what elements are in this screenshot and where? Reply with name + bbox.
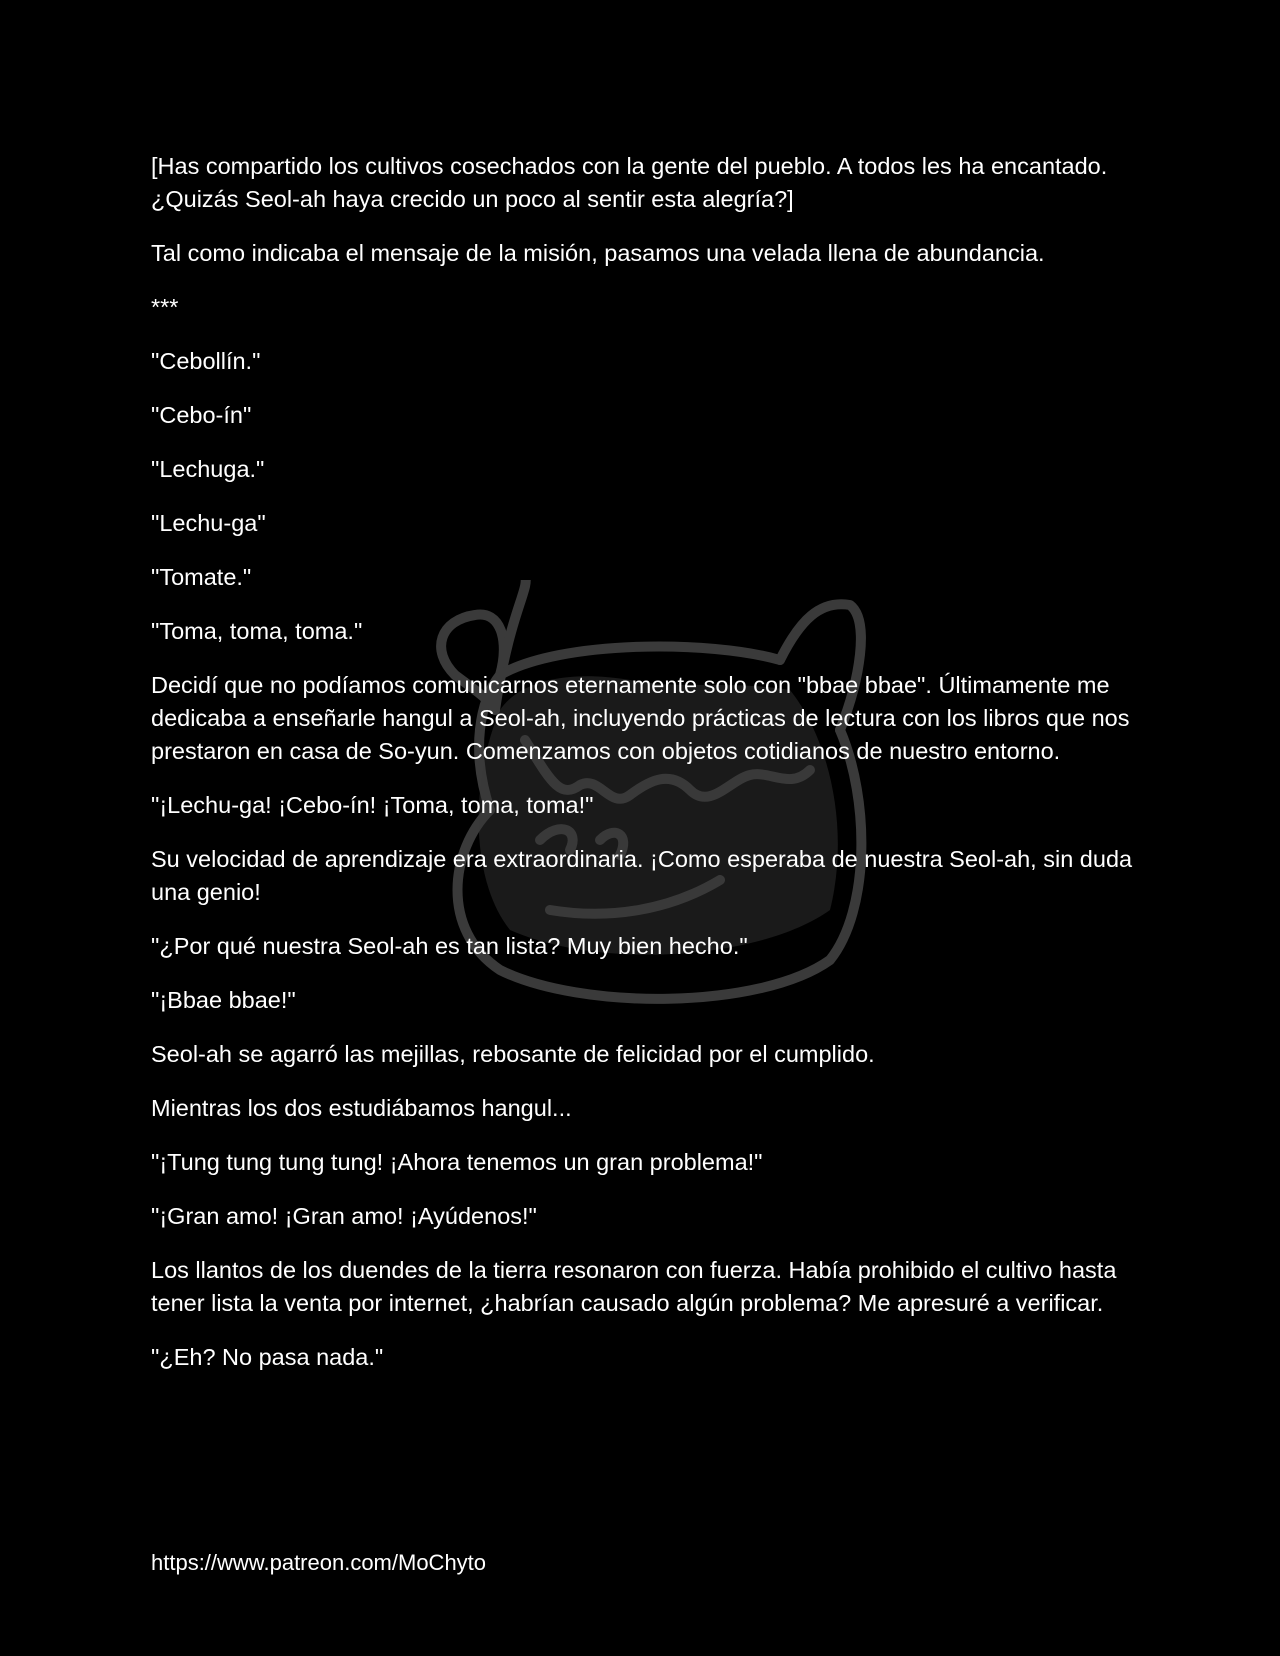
dialogue-line: "¿Por qué nuestra Seol-ah es tan lista? Muy bien hecho.": [151, 933, 748, 959]
dialogue-line: "¡Gran amo! ¡Gran amo! ¡Ayúdenos!": [151, 1203, 537, 1229]
paragraph: Los llantos de los duendes de la tierra resonaron con fuerza. Había prohibido el cultivo hasta tener lista la venta por internet, ¿habrían causado algún problema? Me apresuré a verificar.: [151, 1257, 1117, 1316]
paragraph: Seol-ah se agarró las mejillas, rebosante de felicidad por el cumplido.: [151, 1041, 875, 1067]
dialogue-line: "Cebo-ín": [151, 402, 252, 428]
dialogue-line: "¡Lechu-ga! ¡Cebo-ín! ¡Toma, toma, toma!": [151, 792, 594, 818]
dialogue-line: "Lechu-ga": [151, 510, 266, 536]
dialogue-line: "Toma, toma, toma.": [151, 618, 363, 644]
story-text: [151, 150, 1136, 1395]
paragraph: [Has compartido los cultivos cosechados con la gente del pueblo. A todos les ha encantado. ¿Quizás Seol-ah haya crecido un poco al sentir esta alegría?]: [151, 153, 1108, 212]
dialogue-line: "Cebollín.": [151, 348, 261, 374]
paragraph: Tal como indicaba el mensaje de la misión, pasamos una velada llena de abundancia.: [151, 240, 1045, 266]
dialogue-line: "Lechuga.": [151, 456, 265, 482]
paragraph: Su velocidad de aprendizaje era extraordinaria. ¡Como esperaba de nuestra Seol-ah, sin duda una genio!: [151, 846, 1133, 905]
dialogue-line: "¿Eh? No pasa nada.": [151, 1344, 384, 1370]
scene-break: ***: [151, 294, 179, 320]
patreon-link[interactable]: https://www.patreon.com/MoChyto: [151, 1550, 487, 1575]
dialogue-line: "¡Bbae bbae!": [151, 987, 296, 1013]
dialogue-line: "Tomate.": [151, 564, 252, 590]
dialogue-line: "¡Tung tung tung tung! ¡Ahora tenemos un gran problema!": [151, 1149, 763, 1175]
paragraph: Decidí que no podíamos comunicarnos eternamente solo con "bbae bbae". Últimamente me dedicaba a enseñarle hangul a Seol-ah, incluyendo prácticas de lectura con los libros que nos prestaron en casa de So-yun. Comenzamos con objetos cotidianos de nuestro entorno.: [151, 672, 1130, 764]
paragraph: Mientras los dos estudiábamos hangul...: [151, 1095, 572, 1121]
